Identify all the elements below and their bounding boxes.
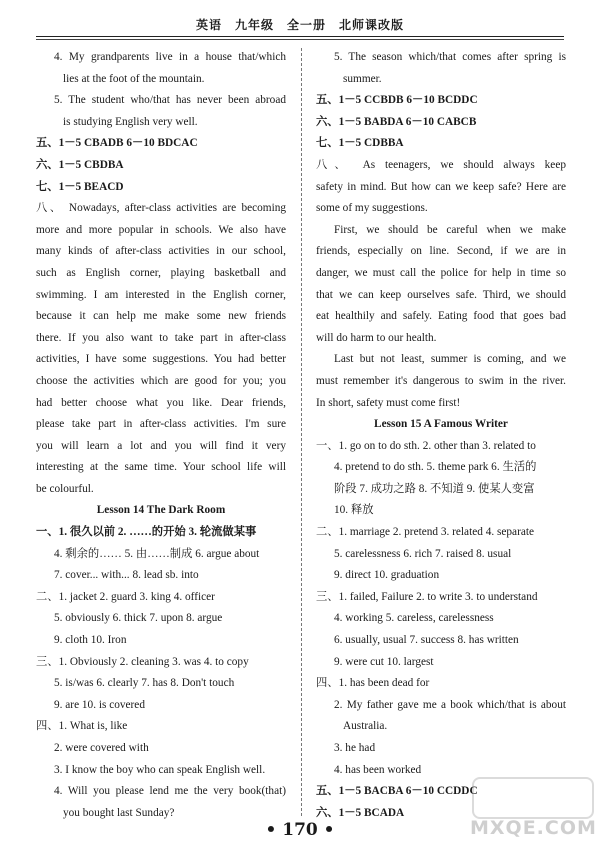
text-line: 五、1－5 BACBA 6－10 CCDDC — [316, 785, 478, 798]
page-number: • 170 • — [265, 820, 335, 840]
text-line: will do harm to our health. — [316, 331, 437, 344]
text-line: 5. The student who/that has never been abroad — [54, 94, 286, 107]
text-line: friends, especially on line. Second, if we are in — [316, 245, 566, 258]
text-line: 7. cover... with... 8. lead sb. into — [54, 569, 199, 582]
text-line: lies at the foot of the mountain. — [63, 72, 205, 85]
text-line: more and more popular in schools. We also have — [36, 223, 286, 236]
text-line: 四、1. What is, like — [36, 720, 128, 733]
text-line: 3. he had — [334, 742, 376, 754]
text-line: swimming. I am interested in the English corner, — [36, 288, 286, 301]
text-line: Last but not least, summer is coming, and we — [334, 353, 566, 366]
right-column — [316, 47, 566, 824]
text-line: be colourful. — [36, 482, 94, 495]
text-line: 七、1－5 BEACD — [36, 180, 124, 193]
header-rule — [36, 36, 564, 37]
text-line: 10. 释放 — [334, 504, 374, 517]
text-line: 八、 Nowadays, after-class activities are becoming — [36, 202, 286, 215]
text-line: 一、1. 很久以前 2. ……的开始 3. 轮流做某事 — [36, 526, 257, 539]
text-line: 4. 剩余的…… 5. 由……制成 6. argue about — [54, 547, 260, 560]
text-line: In short, safety must come first! — [316, 396, 461, 409]
watermark-text: MXQE.COM — [470, 817, 597, 839]
text-line: First, we should be careful when we make — [334, 223, 566, 236]
text-line: there. If you also want to take part in after-class — [36, 331, 286, 344]
column-divider — [301, 48, 302, 816]
text-line: summer. — [343, 72, 382, 85]
text-line: choose the activities which are good for you; you — [36, 374, 286, 387]
text-line: 2. were covered with — [54, 742, 149, 754]
text-line: 五、1－5 CCBDB 6－10 BCDDC — [316, 94, 478, 107]
text-line: 4. Will you please lend me the very book(that) — [54, 785, 286, 798]
text-line: 三、1. Obviously 2. cleaning 3. was 4. to copy — [36, 655, 249, 668]
text-line: 6. usually, usual 7. success 8. has written — [334, 634, 519, 647]
text-line: 4. has been worked — [334, 763, 422, 776]
text-line: 三、1. failed, Failure 2. to write 3. to understand — [316, 590, 538, 603]
text-line: you bought last Sunday? — [63, 806, 175, 819]
text-line: because it can help me make some new friends — [36, 310, 286, 323]
text-line: is studying English very well. — [63, 115, 198, 128]
text-line: 4. pretend to do sth. 5. theme park 6. 生活的 — [334, 461, 537, 474]
text-line: 9. direct 10. graduation — [334, 569, 440, 582]
text-line: 二、1. jacket 2. guard 3. king 4. officer — [36, 590, 215, 603]
text-line: 9. are 10. is covered — [54, 698, 145, 711]
text-line: 二、1. marriage 2. pretend 3. related 4. separate — [316, 526, 535, 539]
text-line: 阶段 7. 成功之路 8. 不知道 9. 使某人变富 — [334, 482, 535, 495]
text-line: 9. cloth 10. Iron — [54, 634, 127, 647]
text-line: 3. I know the boy who can speak English well. — [54, 763, 266, 776]
text-line: 5. carelessness 6. rich 7. raised 8. usual — [334, 547, 512, 560]
left-column — [36, 47, 286, 824]
text-line: 六、1－5 BABDA 6－10 CABCB — [316, 115, 477, 128]
text-line: 八、 As teenagers, we should always keep — [316, 158, 566, 171]
text-line: eat healthily and safely. Eating food that goes bad — [316, 310, 566, 323]
text-line: 5. obviously 6. thick 7. upon 8. argue — [54, 612, 223, 625]
text-line: 四、1. has been dead for — [316, 677, 430, 690]
text-line: some of my suggestions. — [316, 202, 428, 215]
text-line: safety in mind. But how can we keep safe? Here are — [316, 180, 566, 193]
running-header: 英语 九年级 全一册 北师课改版 — [195, 18, 404, 32]
text-line: 5. The season which/that comes after spring is — [334, 51, 566, 63]
text-line: 七、1－5 CDBBA — [316, 137, 404, 150]
lesson-heading: Lesson 14 The Dark Room — [96, 504, 226, 517]
text-line: 六、1－5 BCADA — [316, 806, 405, 819]
header-rule-thin — [36, 39, 564, 40]
text-line: you will learn a lot and you will find it very — [36, 439, 286, 452]
text-line: please take part in after-class activities. I'm sure — [36, 418, 286, 431]
text-line: that we can keep ourselves safe. Third, we should — [316, 288, 566, 301]
text-line: danger, we must call the police for help in time so — [316, 266, 566, 279]
text-line: such as English corner, playing basketball and — [36, 266, 286, 279]
text-line: 5. is/was 6. clearly 7. has 8. Don't touch — [54, 677, 235, 690]
text-line: Australia. — [343, 720, 388, 733]
text-line: 4. working 5. careless, carelessness — [334, 612, 494, 625]
text-line: 一、1. go on to do sth. 2. other than 3. related to — [316, 439, 536, 452]
text-line: many kinds of after-class activities in our school, — [36, 245, 286, 258]
text-line: activities, I have some suggestions. You had better — [36, 353, 286, 366]
text-line: interesting at the same time. Your school life will — [36, 461, 286, 474]
text-line: 4. My grandparents live in a house that/which — [54, 51, 286, 63]
text-line: 2. My father gave me a book which/that is about — [334, 698, 566, 711]
text-line: 9. were cut 10. largest — [334, 655, 434, 668]
text-line: 五、1－5 CBADB 6－10 BDCAC — [36, 137, 198, 150]
lesson-heading: Lesson 15 A Famous Writer — [374, 418, 508, 431]
text-line: must remember it's dangerous to swim in the river. — [316, 374, 566, 387]
text-line: had better choose what you like. Dear friends, — [36, 396, 286, 409]
text-line: 六、1－5 CBDBA — [36, 158, 124, 171]
